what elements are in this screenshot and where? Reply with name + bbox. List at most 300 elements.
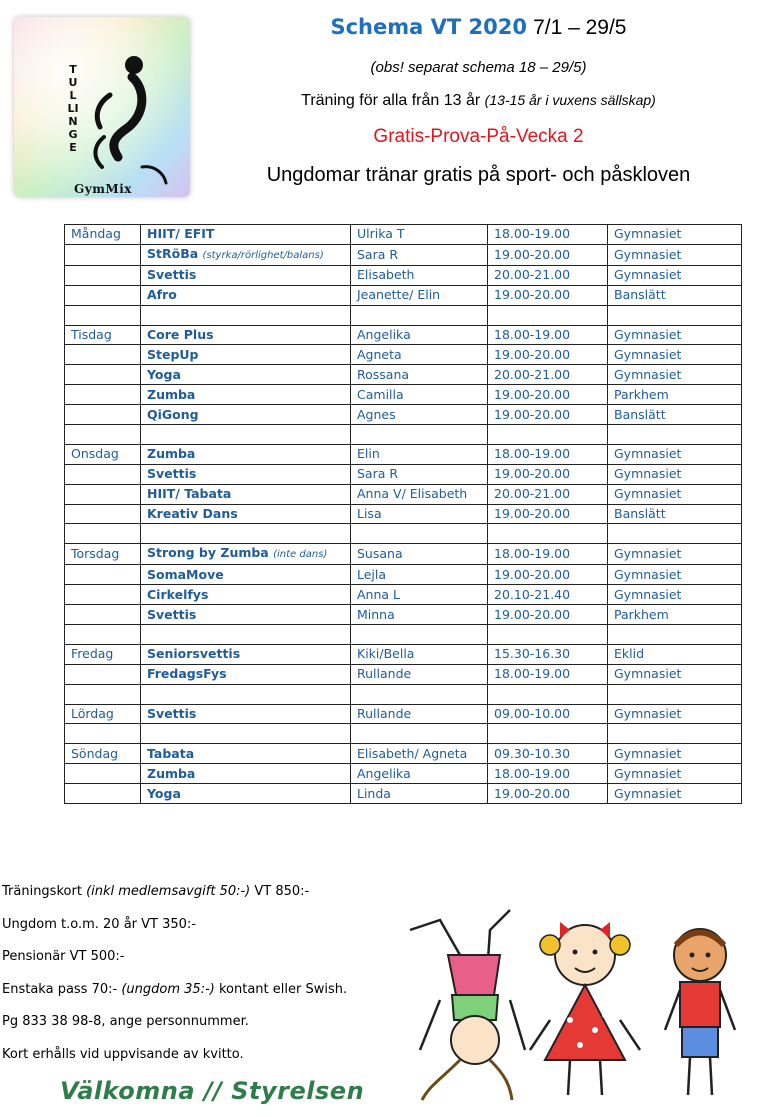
schedule-row (65, 524, 742, 544)
schedule-day-cell (65, 305, 141, 325)
schedule-activity-text: SomaMove (147, 566, 224, 582)
schedule-activity-text: Zumba (147, 446, 196, 462)
schedule-time-text: 09.00-10.00 (494, 706, 571, 722)
schedule-activity-cell (141, 504, 351, 524)
schedule-place-cell (608, 764, 742, 784)
schedule-leader-text: Ulrika T (357, 226, 405, 242)
schedule-leader-cell (351, 704, 488, 724)
schedule-body (65, 225, 742, 804)
schedule-time-text: 18.00-19.00 (494, 546, 571, 562)
schedule-time-text: 19.00-20.00 (494, 466, 571, 482)
schedule-time-cell (488, 605, 608, 625)
schedule-leader-cell (351, 644, 488, 664)
schedule-activity-text: Strong by Zumba (147, 545, 269, 561)
schedule-activity-cell (141, 744, 351, 764)
schedule-row (65, 464, 742, 484)
schedule-activity-cell (141, 484, 351, 504)
schedule-leader-cell (351, 265, 488, 285)
schedule-time-text: 18.00-19.00 (494, 446, 571, 462)
schedule-row (65, 444, 742, 464)
kid-girl-icon (530, 922, 640, 1095)
schedule-leader-text: Susana (357, 546, 403, 562)
schedule-time-cell (488, 744, 608, 764)
schedule-day-cell (65, 524, 141, 544)
schedule-activity-text: QiGong (147, 406, 199, 422)
kid-handstand-icon (410, 910, 525, 1100)
schedule-time-cell (488, 225, 608, 245)
schedule-row (65, 764, 742, 784)
schedule-time-cell (488, 684, 608, 704)
schedule-time-cell (488, 385, 608, 405)
schedule-time-cell (488, 325, 608, 345)
schedule-activity-cell (141, 265, 351, 285)
schedule-leader-text: Camilla (357, 386, 404, 402)
schedule-leader-cell (351, 484, 488, 504)
schedule-time-cell (488, 585, 608, 605)
schedule-place-text: Gymnasiet (614, 486, 682, 502)
schedule-place-cell (608, 744, 742, 764)
schedule-row (65, 544, 742, 565)
price-pensioner-line: Pensionär VT 500:- (2, 949, 125, 964)
schedule-time-cell (488, 365, 608, 385)
schedule-row (65, 484, 742, 504)
schedule-place-cell (608, 464, 742, 484)
schedule-activity-cell (141, 365, 351, 385)
schedule-time-text: 19.00-20.00 (494, 346, 571, 362)
schedule-activity-text: Yoga (147, 366, 181, 382)
logo-text-gymmix: GymMix (74, 182, 132, 196)
schedule-day-cell (65, 644, 141, 664)
schedule-row (65, 585, 742, 605)
schedule-activity-text: HIIT/ EFIT (147, 226, 215, 242)
schedule-day-cell (65, 664, 141, 684)
schedule-time-text: 15.30-16.30 (494, 646, 571, 662)
schedule-time-text: 19.00-20.00 (494, 606, 571, 622)
youth-note: Ungdomar tränar gratis på sport- och påskloven (266, 164, 691, 186)
schedule-place-text: Gymnasiet (614, 466, 682, 482)
schedule-row (65, 385, 742, 405)
schedule-day-cell (65, 444, 141, 464)
schedule-activity-text: Seniorsvettis (147, 646, 241, 662)
schedule-time-text: 20.00-21.00 (494, 267, 571, 283)
schedule-time-cell (488, 784, 608, 804)
schedule-day-cell (65, 325, 141, 345)
price-card-label: Träningskort (2, 884, 82, 899)
schedule-day-cell (65, 285, 141, 305)
schedule-time-cell (488, 425, 608, 445)
schedule-leader-text: Minna (357, 606, 395, 622)
schedule-time-cell (488, 644, 608, 664)
schedule-place-cell (608, 724, 742, 744)
schedule-activity-cell (141, 684, 351, 704)
gymnast-figure-icon (14, 17, 190, 197)
schedule-row (65, 744, 742, 764)
schedule-place-text: Banslätt (614, 287, 666, 303)
schedule-activity-text: Core Plus (147, 327, 214, 342)
schedule-day-text: Tisdag (71, 327, 112, 342)
price-youth-line: Ungdom t.o.m. 20 år VT 350:- (2, 916, 196, 932)
schedule-activity-cell (141, 385, 351, 405)
schedule-place-text: Gymnasiet (614, 785, 682, 801)
schedule-time-text: 19.00-20.00 (494, 566, 571, 582)
schedule-leader-cell (351, 524, 488, 544)
schedule-activity-cell (141, 704, 351, 724)
schedule-place-cell (608, 504, 742, 524)
schedule-place-cell (608, 244, 742, 265)
schedule-place-text: Parkhem (614, 386, 669, 402)
schedule-place-text: Gymnasiet (614, 765, 682, 781)
schedule-day-cell (65, 504, 141, 524)
schedule-activity-text: Svettis (147, 466, 197, 482)
schedule-place-cell (608, 625, 742, 645)
schedule-day-cell (65, 704, 141, 724)
price-single-label: Enstaka pass 70:- (2, 981, 118, 997)
schedule-leader-text: Linda (357, 785, 391, 801)
schedule-activity-text: Kreativ Dans (147, 506, 238, 522)
schedule-leader-text: Elisabeth/ Agneta (357, 745, 468, 761)
schedule-row (65, 285, 742, 305)
schedule-day-cell (65, 764, 141, 784)
schedule-activity-text: Cirkelfys (147, 586, 209, 602)
schedule-activity-note: (inte dans) (273, 549, 328, 561)
logo-text-tullinge: TULLINGE (67, 63, 79, 154)
schedule-row (65, 305, 742, 325)
schedule-place-cell (608, 365, 742, 385)
schedule-day-text: Torsdag (71, 546, 120, 562)
schedule-place-text: Gymnasiet (614, 366, 682, 382)
schedule-place-text: Gymnasiet (614, 346, 682, 362)
schedule-place-cell (608, 524, 742, 544)
schedule-time-text: 18.00-19.00 (494, 666, 571, 682)
schedule-activity-cell (141, 325, 351, 345)
schedule-leader-cell (351, 385, 488, 405)
schedule-time-text: 18.00-19.00 (494, 327, 571, 342)
schedule-activity-cell (141, 244, 351, 265)
schedule-leader-cell (351, 664, 488, 684)
schedule-activity-text: FredagsFys (147, 666, 227, 682)
schedule-row (65, 504, 742, 524)
schedule-day-cell (65, 464, 141, 484)
schedule-place-cell (608, 265, 742, 285)
schedule-leader-cell (351, 784, 488, 804)
schedule-activity-cell (141, 544, 351, 565)
schedule-place-text: Gymnasiet (614, 546, 682, 562)
schedule-leader-text: Anna L (357, 586, 400, 602)
schedule-place-text: Eklid (614, 646, 645, 662)
schedule-day-cell (65, 585, 141, 605)
schedule-day-cell (65, 345, 141, 365)
price-single-tail: kontant eller Swish. (218, 981, 348, 997)
schedule-leader-text: Elisabeth (357, 267, 415, 283)
schedule-row (65, 265, 742, 285)
schedule-time-cell (488, 544, 608, 565)
schedule-activity-cell (141, 444, 351, 464)
schedule-activity-cell (141, 625, 351, 645)
schedule-activity-text: StepUp (147, 346, 199, 362)
schedule-time-text: 19.00-20.00 (494, 287, 571, 303)
schedule-activity-text: Afro (147, 287, 177, 303)
schedule-leader-text: Rossana (357, 366, 410, 382)
schedule-leader-cell (351, 464, 488, 484)
schedule-activity-text: Zumba (147, 386, 196, 402)
price-card-line (2, 882, 347, 915)
schedule-row (65, 664, 742, 684)
schedule-place-cell (608, 425, 742, 445)
schedule-row (65, 644, 742, 664)
card-receipt-line: Kort erhålls vid uppvisande av kvitto. (2, 1046, 244, 1062)
schedule-time-cell (488, 305, 608, 325)
schedule-place-cell (608, 325, 742, 345)
schedule-place-cell (608, 585, 742, 605)
schedule-place-text: Gymnasiet (614, 446, 682, 462)
schedule-activity-text: Zumba (147, 765, 196, 781)
schedule-place-cell (608, 565, 742, 585)
schedule-day-text: Fredag (71, 646, 114, 662)
schedule-activity-cell (141, 305, 351, 325)
schedule-time-cell (488, 244, 608, 265)
schedule-place-cell (608, 285, 742, 305)
schedule-day-text: Söndag (71, 745, 119, 761)
schedule-day-cell (65, 744, 141, 764)
schedule-row (65, 605, 742, 625)
schedule-place-text: Gymnasiet (614, 566, 682, 582)
schedule-place-cell (608, 544, 742, 565)
schedule-place-cell (608, 225, 742, 245)
schedule-activity-cell (141, 345, 351, 365)
schedule-place-text: Gymnasiet (614, 666, 682, 682)
schedule-row (65, 565, 742, 585)
schedule-time-cell (488, 664, 608, 684)
page-title (200, 14, 757, 40)
schedule-day-cell (65, 385, 141, 405)
schedule-leader-text: Kiki/Bella (357, 646, 415, 662)
schedule-leader-cell (351, 285, 488, 305)
schedule-day-cell (65, 244, 141, 265)
schedule-day-cell (65, 425, 141, 445)
schedule-time-text: 20.00-21.00 (494, 486, 571, 502)
welcome-text: Välkomna // Styrelsen (60, 1077, 365, 1105)
schedule-activity-cell (141, 425, 351, 445)
audience-text: Träning för alla från 13 år (301, 92, 481, 109)
schedule-place-text: Gymnasiet (614, 586, 682, 602)
schedule-place-cell (608, 385, 742, 405)
schedule-place-text: Parkhem (614, 606, 669, 622)
promo-text: Gratis-Prova-På-Vecka 2 (373, 126, 584, 147)
title-dates: 7/1 – 29/5 (533, 16, 627, 39)
schedule-place-cell (608, 605, 742, 625)
schedule-activity-cell (141, 784, 351, 804)
schedule-leader-text: Angelika (357, 327, 411, 342)
schedule-time-cell (488, 764, 608, 784)
schedule-leader-cell (351, 684, 488, 704)
schedule-place-text: Banslätt (614, 406, 666, 422)
schedule-leader-text: Rullande (357, 706, 412, 722)
schedule-leader-cell (351, 744, 488, 764)
schedule-activity-cell (141, 565, 351, 585)
price-card-note: (inkl medlemsavgift 50:-) (86, 884, 251, 899)
schedule-leader-cell (351, 724, 488, 744)
schedule-row (65, 704, 742, 724)
schedule-leader-cell (351, 605, 488, 625)
price-single-note: (ungdom 35:-) (121, 981, 215, 997)
schedule-time-text: 19.00-20.00 (494, 506, 571, 522)
schedule-time-cell (488, 484, 608, 504)
schedule-leader-text: Lisa (357, 506, 382, 522)
schedule-row (65, 345, 742, 365)
price-card-value: VT 850:- (254, 884, 310, 899)
schedule-leader-cell (351, 585, 488, 605)
schedule-day-cell (65, 365, 141, 385)
schedule-activity-cell (141, 764, 351, 784)
schedule-time-cell (488, 704, 608, 724)
schedule-row (65, 425, 742, 445)
schedule-leader-text: Angelika (357, 765, 411, 781)
schedule-row (65, 244, 742, 265)
schedule-activity-text: Yoga (147, 785, 181, 801)
schedule-place-cell (608, 644, 742, 664)
schedule-day-text: Måndag (71, 226, 121, 242)
schedule-row (65, 365, 742, 385)
schedule-place-cell (608, 444, 742, 464)
schedule-time-cell (488, 504, 608, 524)
schedule-leader-cell (351, 625, 488, 645)
schedule-place-cell (608, 684, 742, 704)
price-single-line (2, 980, 347, 1013)
schedule-row (65, 724, 742, 744)
schedule-day-cell (65, 565, 141, 585)
schedule-time-cell (488, 724, 608, 744)
schedule-row (65, 325, 742, 345)
schedule-leader-text: Sara R (357, 466, 399, 482)
schedule-leader-text: Lejla (357, 566, 387, 582)
audience-line (200, 92, 757, 110)
kids-illustration (400, 900, 740, 1110)
schedule-row (65, 625, 742, 645)
schedule-day-cell (65, 625, 141, 645)
schedule-activity-text: Svettis (147, 267, 197, 283)
schedule-day-cell (65, 544, 141, 565)
schedule-activity-cell (141, 724, 351, 744)
schedule-place-text: Gymnasiet (614, 706, 682, 722)
schedule-leader-cell (351, 225, 488, 245)
schedule-day-cell (65, 724, 141, 744)
kid-boy-icon (665, 929, 735, 1095)
subtitle: (obs! separat schema 18 – 29/5) (370, 59, 587, 76)
schedule-time-cell (488, 405, 608, 425)
price-info (2, 882, 347, 1077)
schedule-day-cell (65, 605, 141, 625)
schedule-time-text: 09.30-10.30 (494, 745, 571, 761)
schedule-place-cell (608, 345, 742, 365)
schedule-time-cell (488, 265, 608, 285)
schedule-activity-text: Tabata (147, 745, 195, 761)
schedule-leader-text: Elin (357, 446, 380, 462)
schedule-time-text: 18.00-19.00 (494, 226, 571, 242)
schedule-row (65, 405, 742, 425)
schedule-activity-cell (141, 464, 351, 484)
schedule-leader-cell (351, 764, 488, 784)
schedule-leader-cell (351, 305, 488, 325)
schedule-activity-cell (141, 405, 351, 425)
schedule-leader-text: Sara R (357, 246, 399, 262)
schedule-time-cell (488, 524, 608, 544)
schedule-leader-cell (351, 244, 488, 265)
schedule-day-cell (65, 265, 141, 285)
schedule-day-text: Onsdag (71, 446, 119, 462)
schedule-day-text: Lördag (71, 706, 114, 722)
schedule-activity-text: Svettis (147, 706, 197, 722)
schedule-time-cell (488, 625, 608, 645)
schedule-leader-cell (351, 345, 488, 365)
schedule-row (65, 684, 742, 704)
schedule-place-cell (608, 484, 742, 504)
schedule-leader-cell (351, 325, 488, 345)
schedule-place-text: Gymnasiet (614, 226, 682, 242)
schedule-leader-text: Jeanette/ Elin (357, 287, 441, 303)
schedule-day-cell (65, 684, 141, 704)
schedule-row (65, 784, 742, 804)
schedule-table (64, 224, 742, 804)
schedule-place-text: Gymnasiet (614, 267, 682, 283)
schedule-time-text: 20.10-21.40 (494, 586, 571, 602)
schedule-activity-cell (141, 644, 351, 664)
schedule-place-cell (608, 704, 742, 724)
schedule-place-text: Banslätt (614, 506, 666, 522)
schedule-place-cell (608, 784, 742, 804)
schedule-leader-cell (351, 365, 488, 385)
schedule-time-cell (488, 345, 608, 365)
schedule-day-cell (65, 225, 141, 245)
schedule-time-text: 19.00-20.00 (494, 246, 571, 262)
schedule-leader-cell (351, 425, 488, 445)
schedule-time-text: 19.00-20.00 (494, 785, 571, 801)
schedule-leader-cell (351, 565, 488, 585)
schedule-day-cell (65, 405, 141, 425)
schedule-time-text: 19.00-20.00 (494, 386, 571, 402)
schedule-activity-cell (141, 225, 351, 245)
schedule-place-cell (608, 405, 742, 425)
schedule-activity-text: HIIT/ Tabata (147, 486, 232, 502)
schedule-place-text: Gymnasiet (614, 745, 682, 761)
schedule-leader-cell (351, 504, 488, 524)
schedule-activity-text: StRöBa (147, 245, 199, 261)
schedule-leader-text: Rullande (357, 666, 412, 682)
schedule-activity-cell (141, 585, 351, 605)
schedule-activity-note: (styrka/rörlighet/balans) (202, 249, 324, 261)
schedule-activity-cell (141, 605, 351, 625)
schedule-day-cell (65, 784, 141, 804)
title-main: Schema VT 2020 (330, 15, 527, 39)
schedule-activity-cell (141, 524, 351, 544)
audience-note: (13-15 år i vuxens sällskap) (484, 92, 656, 108)
pg-line: Pg 833 38 98-8, ange personnummer. (2, 1014, 249, 1029)
schedule-place-cell (608, 664, 742, 684)
schedule-leader-cell (351, 405, 488, 425)
schedule-time-text: 18.00-19.00 (494, 765, 571, 781)
schedule-time-cell (488, 464, 608, 484)
schedule-time-cell (488, 444, 608, 464)
schedule-activity-text: Svettis (147, 606, 197, 622)
schedule-leader-text: Agneta (357, 346, 402, 362)
club-logo (14, 17, 190, 197)
schedule-leader-text: Anna V/ Elisabeth (357, 486, 468, 502)
schedule-place-text: Gymnasiet (614, 246, 682, 262)
schedule-time-text: 20.00-21.00 (494, 366, 571, 382)
schedule-row (65, 225, 742, 245)
schedule-leader-text: Agnes (357, 406, 396, 422)
schedule-leader-cell (351, 444, 488, 464)
schedule-time-cell (488, 565, 608, 585)
